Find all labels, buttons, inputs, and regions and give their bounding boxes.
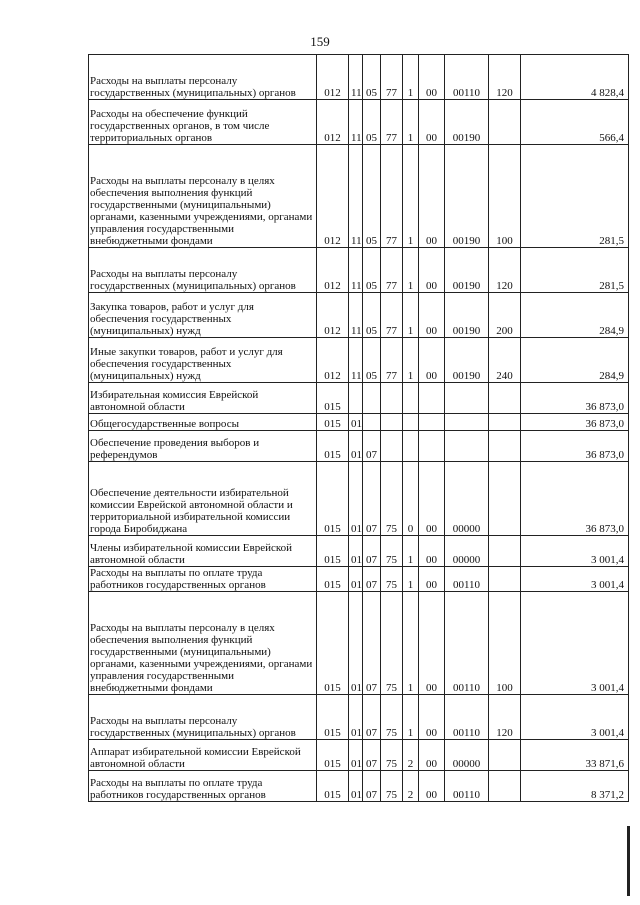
cell-program: 77 [381,338,403,383]
cell-subprogram: 1 [403,695,419,740]
cell-program: 77 [381,145,403,248]
cell-section: 01 [349,567,363,592]
budget-table [88,54,629,802]
cell-expense-type [489,100,521,145]
cell-ministry-code: 015 [317,567,349,592]
cell-expense-type [489,771,521,802]
cell-amount: 281,5 [521,248,629,293]
cell-subprogram: 2 [403,771,419,802]
cell-amount: 281,5 [521,145,629,248]
cell-subprogram: 1 [403,567,419,592]
cell-subprogram: 1 [403,100,419,145]
cell-group: 00 [419,145,445,248]
cell-ministry-code: 012 [317,145,349,248]
cell-direction-code: 00110 [445,55,489,100]
cell-subsection: 05 [363,338,381,383]
cell-name: Иные закупки товаров, работ и услуг для обеспечения государственных (муниципальных) нужд [89,338,317,383]
cell-subprogram: 0 [403,462,419,536]
table-row [89,55,629,100]
cell-amount: 284,9 [521,293,629,338]
table-row [89,695,629,740]
cell-section: 11 [349,145,363,248]
cell-name: Закупка товаров, работ и услуг для обеспечения государственных (муниципальных) нужд [89,293,317,338]
budget-table-body [89,55,629,802]
cell-name: Аппарат избирательной комиссии Еврейской автономной области [89,740,317,771]
cell-expense-type [489,462,521,536]
cell-amount: 3 001,4 [521,536,629,567]
cell-section: 11 [349,55,363,100]
cell-subsection: 07 [363,567,381,592]
cell-ministry-code: 015 [317,592,349,695]
cell-ministry-code: 012 [317,55,349,100]
cell-expense-type: 120 [489,55,521,100]
table-row [89,338,629,383]
cell-group: 00 [419,462,445,536]
cell-subsection: 05 [363,100,381,145]
cell-section: 01 [349,740,363,771]
cell-subprogram: 1 [403,55,419,100]
cell-expense-type: 120 [489,248,521,293]
cell-ministry-code: 015 [317,462,349,536]
table-row [89,462,629,536]
cell-ministry-code: 015 [317,771,349,802]
cell-subsection: 05 [363,55,381,100]
cell-ministry-code: 015 [317,536,349,567]
table-row [89,536,629,567]
cell-ministry-code: 012 [317,338,349,383]
cell-group: 00 [419,248,445,293]
cell-program: 75 [381,592,403,695]
cell-program: 75 [381,695,403,740]
cell-subsection: 07 [363,462,381,536]
cell-name: Расходы на выплаты по оплате труда работников государственных органов [89,771,317,802]
cell-ministry-code: 015 [317,414,349,431]
cell-ministry-code: 012 [317,100,349,145]
cell-expense-type: 120 [489,695,521,740]
cell-group: 00 [419,740,445,771]
cell-group: 00 [419,771,445,802]
cell-group [419,414,445,431]
cell-name: Общегосударственные вопросы [89,414,317,431]
cell-name: Расходы на выплаты персоналу государственных (муниципальных) органов [89,248,317,293]
cell-section: 01 [349,536,363,567]
cell-direction-code: 00110 [445,567,489,592]
cell-program: 75 [381,536,403,567]
cell-subprogram [403,414,419,431]
cell-section: 11 [349,338,363,383]
cell-direction-code: 00000 [445,740,489,771]
cell-amount: 566,4 [521,100,629,145]
cell-group: 00 [419,695,445,740]
cell-direction-code: 00190 [445,100,489,145]
table-row [89,414,629,431]
cell-name: Расходы на выплаты персоналу государственных (муниципальных) органов [89,695,317,740]
cell-name: Расходы на выплаты персоналу в целях обеспечения выполнения функций государственными (муниципальными) органами, казенными учреждениями, органами управления государственными внебюджетными фондами [89,145,317,248]
cell-amount: 36 873,0 [521,414,629,431]
cell-subsection [363,414,381,431]
cell-amount: 36 873,0 [521,462,629,536]
cell-amount: 36 873,0 [521,383,629,414]
cell-expense-type [489,536,521,567]
cell-subsection: 07 [363,740,381,771]
cell-amount: 8 371,2 [521,771,629,802]
cell-subsection: 05 [363,293,381,338]
cell-subsection: 07 [363,592,381,695]
cell-program: 75 [381,740,403,771]
cell-program [381,414,403,431]
cell-ministry-code: 015 [317,383,349,414]
cell-amount: 33 871,6 [521,740,629,771]
cell-ministry-code: 015 [317,740,349,771]
table-row [89,567,629,592]
cell-subprogram [403,431,419,462]
cell-subsection: 07 [363,771,381,802]
cell-subprogram: 1 [403,248,419,293]
cell-subsection: 05 [363,145,381,248]
cell-amount: 36 873,0 [521,431,629,462]
cell-expense-type [489,567,521,592]
cell-subprogram: 1 [403,293,419,338]
cell-group: 00 [419,100,445,145]
cell-subprogram [403,383,419,414]
cell-group: 00 [419,55,445,100]
cell-subsection: 07 [363,431,381,462]
cell-amount: 3 001,4 [521,567,629,592]
cell-section: 11 [349,248,363,293]
cell-group: 00 [419,567,445,592]
cell-direction-code: 00110 [445,592,489,695]
cell-name: Расходы на обеспечение функций государственных органов, в том числе территориальных органов [89,100,317,145]
cell-expense-type: 240 [489,338,521,383]
cell-ministry-code: 015 [317,431,349,462]
cell-amount: 3 001,4 [521,592,629,695]
cell-group [419,431,445,462]
cell-amount: 284,9 [521,338,629,383]
cell-program [381,431,403,462]
cell-subsection: 07 [363,695,381,740]
table-row [89,293,629,338]
cell-direction-code [445,431,489,462]
cell-expense-type [489,431,521,462]
cell-group: 00 [419,592,445,695]
cell-subsection: 05 [363,248,381,293]
table-row [89,248,629,293]
cell-name: Обеспечение деятельности избирательной комиссии Еврейской автономной области и территориальной избирательной комиссии города Биробиджана [89,462,317,536]
table-row [89,771,629,802]
cell-section: 01 [349,771,363,802]
cell-direction-code: 00190 [445,293,489,338]
scan-edge-mark [627,826,630,896]
cell-direction-code: 00000 [445,536,489,567]
cell-name: Обеспечение проведения выборов и референдумов [89,431,317,462]
cell-name: Члены избирательной комиссии Еврейской автономной области [89,536,317,567]
table-row [89,431,629,462]
cell-section: 11 [349,100,363,145]
cell-ministry-code: 015 [317,695,349,740]
cell-expense-type [489,414,521,431]
cell-program: 77 [381,100,403,145]
cell-direction-code [445,414,489,431]
table-row [89,383,629,414]
cell-subprogram: 1 [403,145,419,248]
cell-section: 01 [349,431,363,462]
cell-ministry-code: 012 [317,248,349,293]
cell-section: 01 [349,462,363,536]
cell-name: Расходы на выплаты персоналу в целях обеспечения выполнения функций государственными (муниципальными) органами, казенными учреждениями, органами управления государственными внебюджетными фондами [89,592,317,695]
cell-expense-type [489,383,521,414]
cell-direction-code: 00110 [445,771,489,802]
cell-direction-code: 00110 [445,695,489,740]
cell-subprogram: 1 [403,592,419,695]
cell-group: 00 [419,293,445,338]
cell-program [381,383,403,414]
cell-name: Расходы на выплаты по оплате труда работников государственных органов [89,567,317,592]
cell-subsection: 07 [363,536,381,567]
cell-group: 00 [419,536,445,567]
cell-section [349,383,363,414]
cell-direction-code [445,383,489,414]
table-row [89,740,629,771]
cell-subsection [363,383,381,414]
cell-program: 77 [381,248,403,293]
table-row [89,100,629,145]
cell-group: 00 [419,338,445,383]
table-row [89,592,629,695]
cell-subprogram: 1 [403,338,419,383]
cell-amount: 3 001,4 [521,695,629,740]
cell-expense-type: 100 [489,145,521,248]
cell-name: Расходы на выплаты персоналу государственных (муниципальных) органов [89,55,317,100]
cell-direction-code: 00000 [445,462,489,536]
table-row [89,145,629,248]
cell-expense-type: 100 [489,592,521,695]
cell-subprogram: 2 [403,740,419,771]
cell-section: 01 [349,592,363,695]
cell-program: 77 [381,55,403,100]
cell-ministry-code: 012 [317,293,349,338]
cell-amount: 4 828,4 [521,55,629,100]
cell-section: 01 [349,695,363,740]
cell-section: 11 [349,293,363,338]
cell-direction-code: 00190 [445,338,489,383]
cell-direction-code: 00190 [445,145,489,248]
cell-section: 01 [349,414,363,431]
cell-program: 75 [381,771,403,802]
cell-expense-type [489,740,521,771]
cell-expense-type: 200 [489,293,521,338]
cell-group [419,383,445,414]
cell-subprogram: 1 [403,536,419,567]
cell-program: 77 [381,293,403,338]
cell-program: 75 [381,462,403,536]
page-number: 159 [310,34,330,49]
cell-program: 75 [381,567,403,592]
cell-direction-code: 00190 [445,248,489,293]
cell-name: Избирательная комиссия Еврейской автономной области [89,383,317,414]
